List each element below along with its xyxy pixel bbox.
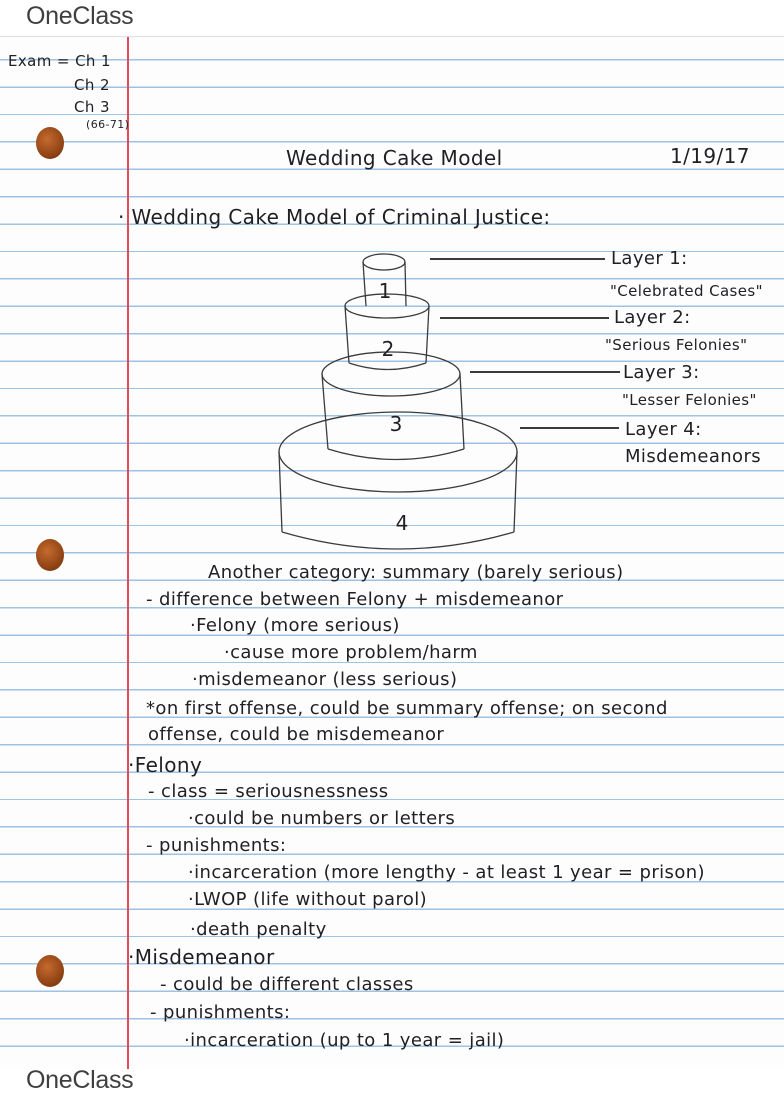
note-line: ·incarceration (up to 1 year = jail): [184, 1030, 505, 1051]
note-line: ·death penalty: [190, 919, 327, 940]
layer-3-label: Layer 3:: [623, 362, 700, 383]
note-line: ·Misdemeanor: [128, 945, 275, 969]
page-title: Wedding Cake Model: [286, 146, 503, 170]
layer-1-desc: "Celebrated Cases": [610, 282, 763, 300]
layer-2-desc: "Serious Felonies": [605, 336, 748, 354]
note-line: ·could be numbers or letters: [188, 808, 456, 829]
note-line: ·Felony: [128, 753, 203, 777]
note-line: offense, could be misdemeanor: [148, 724, 445, 745]
layer-3-desc: "Lesser Felonies": [622, 391, 757, 409]
layer-1-label: Layer 1:: [611, 248, 688, 269]
tier-number-3: 3: [389, 412, 403, 436]
note-line: ·misdemeanor (less serious): [192, 669, 458, 690]
note-line: - could be different classes: [160, 974, 414, 995]
note-line: ·LWOP (life without parol): [188, 889, 428, 910]
layer-4-label: Layer 4:: [625, 419, 702, 440]
tier-number-4: 4: [395, 511, 409, 535]
note-line: ·Felony (more serious): [190, 615, 400, 636]
margin-note-ch3: Ch 3: [74, 98, 110, 116]
brand-name: OneClass: [26, 2, 134, 30]
note-line: - punishments:: [150, 1002, 291, 1023]
section-heading: · Wedding Cake Model of Criminal Justice:: [118, 205, 551, 229]
margin-note-ch2: Ch 2: [74, 76, 110, 94]
note-line: - difference between Felony + misdemeanor: [146, 589, 564, 610]
note-line: ·cause more problem/harm: [224, 642, 478, 663]
layer-2-label: Layer 2:: [614, 307, 691, 328]
margin-note-pages: (66-71): [86, 118, 130, 131]
note-line: - class = seriousnessness: [148, 781, 389, 802]
brand-name: OneClass: [26, 1066, 134, 1094]
page-date: 1/19/17: [670, 144, 750, 168]
margin-note-exam: Exam = Ch 1: [8, 52, 111, 70]
note-line: *on first offense, could be summary offense; on second: [146, 698, 668, 719]
tier-number-2: 2: [381, 337, 395, 361]
layer-4-desc: Misdemeanors: [625, 446, 762, 467]
brand-logo-bottom: [26, 1066, 133, 1095]
note-line: - punishments:: [146, 835, 287, 856]
note-line: Another category: summary (barely serious): [208, 562, 624, 583]
note-line: ·incarceration (more lengthy - at least 1 year = prison): [188, 862, 705, 883]
tier-number-1: 1: [378, 279, 392, 303]
cake-outline: [279, 254, 620, 549]
